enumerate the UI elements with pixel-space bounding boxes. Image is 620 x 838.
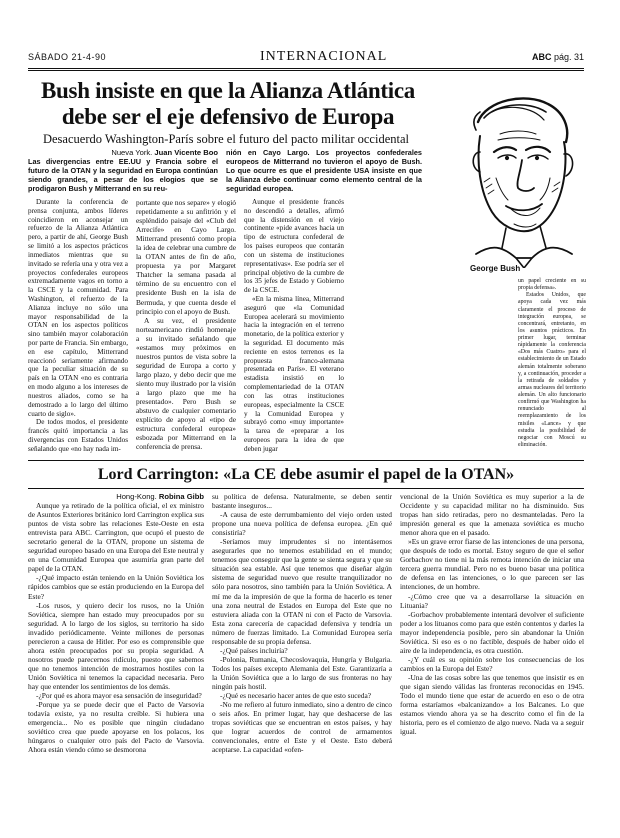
paragraph: A su vez, el presidente norteamericano rindió homenaje a su invitado señalando que «estamos muy próximos en nuestros puntos de vista sobre la seguridad de Europa a corto y largo plazo, y debo decir que me siento muy ilustrado por la visión a largo plazo que me ha presentado». Pero Bush se abstuvo de cualquier comentario explícito de apoyo al «tipo de estructura confederal europea» esbozada por Mitterrand en la conferencia de prensa. — [136, 315, 236, 452]
article2-dateline: Hong-Kong. — [116, 492, 159, 501]
paper-name: ABC — [531, 52, 552, 62]
paragraph: -¿Y cuál es su opinión sobre los consecuencias de los cambios en la Europa del Este? — [400, 654, 584, 673]
issue-date: SÁBADO 21-4-90 — [28, 52, 107, 62]
paragraph: -¿Cómo cree que va a desarrollarse la situación en Lituania? — [400, 591, 584, 610]
paragraph: portante que nos separe» y elogió repetidamente a su anfitrión y el espléndido paisaje del «Club del Arrecife» en Cayo Largo. Mitterrand presentó como propia la idea de celebrar una cumbre de la OTAN antes de fin de año, propuesta ya por Margaret Thatcher la semana pasada al término de su encuentro con el presidente Bush en la isla de Bermuda, y que cuenta desde el principio con el apoyo de Bush. — [136, 198, 236, 316]
article2-column-1 — [28, 492, 204, 754]
portrait-caption: George Bush — [470, 264, 521, 273]
article2-column-2 — [212, 492, 392, 754]
paragraph: un papel creciente en su propia defensa». — [518, 278, 586, 292]
headline-rule — [28, 488, 584, 489]
paragraph: -¿Qué es necesario hacer antes de que esto suceda? — [220, 691, 372, 701]
article1-lead-text-2: nión en Cayo Largo. Los proyectos confederales europeos de Mitterrand no tuvieron el apoyo de Bush. Lo que ocurre es que el presidente USA insiste en que la Alianza debe continuar como elemento central de la seguridad europea. — [226, 148, 422, 193]
paragraph: -Gorbachov probablemente intentará devolver el suficiente poder a los lituanos como para que estén contentos y darles la mayor independencia posible, pero sin abandonar la Unión Soviética. Si eso es o no factible, después de haber oído el aire de la independencia, es otra cuestión. — [400, 609, 584, 655]
page-header — [28, 46, 584, 68]
paragraph: vencional de la Unión Soviética es muy superior a la de Occidente y su capacidad militar no ha disminuido. Sus tropas han sido retiradas, pero no desmanteladas. Pero la impresión general es que la amenaza soviética es mucho menor ahora que en el pasado. — [400, 492, 584, 538]
paragraph: -¿Qué países incluiría? — [220, 645, 288, 655]
article1-lead-left — [28, 148, 218, 193]
header-rule-2 — [28, 70, 584, 71]
article2-headline: Lord Carrington: «La CE debe asumir el papel de la OTAN» — [97, 466, 515, 483]
headline-line-2: debe ser el eje defensivo de Europa — [61, 104, 395, 129]
page-number — [532, 52, 584, 62]
article1-byline — [28, 148, 218, 157]
paragraph: »Es un grave error fiarse de las intenciones de una persona, que después de todo es mortal. Estoy seguro de que el señor Gorbachov no tiene ni la más remota intención de iniciar una tercera guerra mundial. Pero no es bueno basar una política de defensa en las intenciones, o lo que parecen ser las intenciones, de un hombre. — [400, 537, 584, 592]
paragraph: Estados Unidos, que apoya cada vez más claramente el proceso de integración europea, se concentrará, entretanto, en los asuntos prácticos. En primer lugar, terminar rápidamente la conferencia «Dos más Cuatro» para el establecimiento de un Estado alemán totalmente soberano y, a continuación, proceder a la retirada de soldados y armas nucleares del territorio alemán. Un alto funcionario confirmó que Washington ha renunciado al reemplazamiento de los misiles «Lance» y que estudia la posibilidad de negociar con Moscú su eliminación. — [518, 292, 586, 448]
header-rule — [28, 68, 584, 69]
paragraph: Aunque ya retirado de la política oficial, el ex ministro de Asuntos Exteriores británico lord Carrington explica sus puntos de vista sobre las relaciones Este-Oeste en esta entrevista para ABC. Carrington, que ocupó el puesto de secretario general de la OTAN, propone un sistema de seguridad europeo basado en una Europa del Este neutral y en una Comunidad Europea que asumiría gran parte del papel de la OTAN. — [28, 501, 204, 574]
paragraph: -A causa de este derrumbamiento del viejo orden usted propone una nueva política de defensa europea. ¿En qué consistiría? — [212, 510, 392, 538]
paragraph: -¿Qué impacto están teniendo en la Unión Soviética los rápidos cambios que se están produciendo en la Europa del Este? — [28, 573, 204, 601]
article1-lead-text-1: Las divergencias entre EE.UU y Francia sobre el futuro de la OTAN y la seguridad en Europa continúan siendo grandes, a pesar de los elogios que se prodigaron Bush y Mitterrand en su reu- — [28, 157, 218, 193]
article1-dateline: Nueva York. — [111, 148, 155, 157]
article1-author: Juan Vicente Boo — [154, 148, 218, 157]
paragraph: su política de defensa. Naturalmente, se deben sentir bastante inseguros... — [212, 492, 392, 511]
paragraph: -No me refiero al futuro inmediato, sino a dentro de cinco o seis años. En primer lugar, hay que deshacerse de las tropas soviéticas que se encuentran en estos países, y hay que lograr acuerdos de control de armamentos convencionales, entre el Este y el Oeste. Esto deberá aceptarse. La capacidad «ofen- — [212, 700, 392, 755]
article1-column-3 — [244, 198, 344, 454]
george-bush-portrait — [436, 82, 586, 268]
paragraph: -Una de las cosas sobre las que tenemos que insistir es en que sigan siendo válidas las fronteras reconocidas en 1945. Todo el mundo tiene que estar de acuerdo en eso o de otra forma estaríamos «balcanizando» a los Balcanes. Lo que estamos viendo ahora ya se ha descrito como el fin de la historia, pero es el comienzo de algo nuevo. Nada va a seguir igual. — [400, 672, 584, 737]
article1-column-2 — [136, 198, 236, 451]
article-separator — [28, 460, 584, 461]
headline-line-1: Bush insiste en que la Alianza Atlántica — [41, 78, 415, 103]
article1-column-4 — [352, 278, 586, 449]
paragraph: -Seríamos muy imprudentes si no intentásemos asegurarles que no tenemos estabilidad en el mundo; tenemos que conseguir que la gente se sienta segura y que su situación sea estable. Así que tenemos que diseñar algún sistema de seguridad nuevo que resulte tranquilizador no sólo para nosotros, sino también para la Unión Soviética. A mí me da la impresión de que la forma de hacerlo es tener una zona neutral de Estados en Europa del Este que no estuviera aliada con la OTAN ni con el Pacto de Varsovia. Esta zona carecería de capacidad defensiva y tendría un número de fuerzas limitado. La Comunidad Europea sería responsable de su propia defensa. — [212, 537, 392, 646]
paragraph: -¿Por qué es ahora mayor esa sensación de inseguridad? — [36, 691, 202, 701]
paragraph: «En la misma línea, Mitterrand aseguró que «la Comunidad Europea acelerará su movimiento hacia la integración en el terreno monetario, de la política exterior y la seguridad. El documento más reciente en estos terrenos es la propuesta franco-alemana presentada en París». El veterano estadista insistió en lo complementariedad de la OTAN con las otras instituciones europeas, especialmente la CSCE y la Comunidad Europea y subrayó como «muy importante» la tarea de «preparar a los europeos para la idea de que deben jugar — [244, 294, 344, 453]
column-4-wrap — [352, 278, 586, 449]
paragraph: -Los rusos, y quiero decir los rusos, no la Unión Soviética, siempre han estado muy preocupados por su seguridad. A lo largo de los siglos, su territorio ha sido invadido periódicamente. Veinte millones de personas perecieron a causa de Hitler. Por eso es comprensible que ahora estén preocupados por su propia seguridad. A nosotros puede parecernos ridículo, puesto que sabemos que no tenemos intención de mostrarnos hostiles con la Unión Soviética ni tenemos la capacidad necesaria. Pero hay que entender los sentimientos de los demás. — [28, 600, 204, 691]
page-label: pág. 31 — [553, 52, 584, 62]
article2-byline — [28, 492, 204, 501]
paragraph: Aunque el presidente francés no descendió a detalles, afirmó que la distensión en el viejo continente «pide avances hacia un tipo de estructura confederal de los países europeos que contarán con un sistema de instituciones representativas». Ese podría ser el principal objetivo de la cumbre de los 35 jefes de Estado y Gobierno de la CSCE. — [244, 198, 344, 295]
section-title: INTERNACIONAL — [260, 49, 388, 64]
article1-headline — [28, 78, 428, 130]
article2-column-3 — [400, 492, 584, 736]
article1-subhead: Desacuerdo Washington-París sobre el futuro del pacto militar occidental — [42, 132, 409, 146]
paragraph: -Porque ya se puede decir que el Pacto de Varsovia todavía existe, ya no resulta creíble. Si hubiera una emergencia... No es posible que ningún ciudadano soviético crea que puede apoyarse en los polacos, los húngaros o cualquier otro país del Pacto de Varsovia. Ahora están viendo cómo se desmorona — [28, 700, 204, 755]
article1-lead-right — [226, 148, 422, 193]
paragraph: Durante la conferencia de prensa conjunta, ambos líderes coincidieron en aconsejar un refuerzo de la Alianza Atlántica pero, a partir de ahí, George Bush se limitó a los aspectos prácticos inmediatos mientras que su invitado se refería una y otra vez a proyectos confederales europeos extremadamente vagos en torno a la CSCE y la comunidad. Para Washington, el refuerzo de la Alianza incluye no sólo una mayor responsabilidad de la OTAN en los aspectos políticos sino también mayor colaboración por parte de Francia. Sin embargo, en ese capítulo, Mitterrand reaccionó seriamente afirmando que la peculiar situación de su país en la OTAN «no es contraria en modo alguno a los intereses de nuestros aliados, como se ha demostrado a lo largo del último cuarto de siglo». — [28, 198, 128, 418]
paragraph: -Polonia, Rumania, Checoslovaquia, Hungría y Bulgaria. Todos los países excepto Alemania del Este. Garantizaría a la Unión Soviética que a lo largo de sus fronteras no hay ningún país hostil. — [212, 654, 392, 691]
article1-column-1 — [28, 198, 128, 454]
article2-author: Robina Gibb — [158, 492, 204, 501]
paragraph: De todos modos, el presidente francés quitó importancia a las divergencias con Estados Unidos señalando que «no hay nada im- — [28, 418, 128, 453]
